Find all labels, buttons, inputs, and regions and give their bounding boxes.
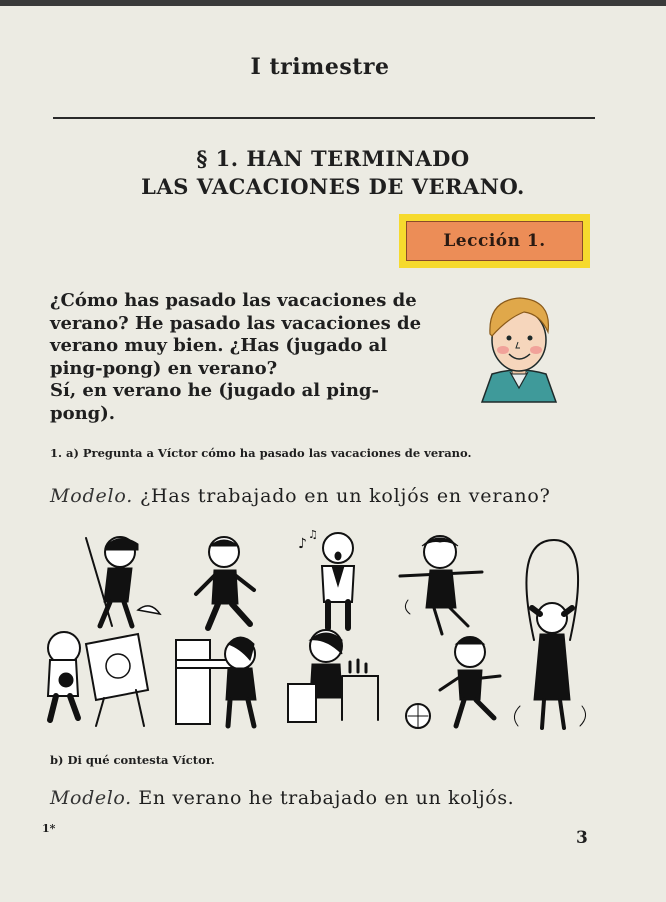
boy-portrait-illustration	[474, 292, 564, 404]
printer-signature-mark: 1*	[42, 822, 56, 835]
svg-text:♫: ♫	[308, 530, 318, 541]
lesson-label: Lección 1.	[406, 221, 583, 261]
dialog-line: ¿Cómo has pasado las vacaciones de	[50, 290, 417, 311]
model-sentence-text: ¿Has trabajado en un koljós en verano?	[139, 485, 551, 507]
page-top-edge	[0, 0, 666, 6]
walking-kid-figure	[196, 537, 254, 628]
chapter-title	[0, 145, 666, 201]
model-label: Modelo.	[50, 485, 134, 507]
svg-text:♪: ♪	[298, 536, 307, 552]
model-sentence-b	[50, 787, 514, 809]
dialog-line: pong).	[50, 402, 116, 424]
dialog-line: verano? He pasado las vacaciones de	[50, 312, 422, 334]
exercise-1b-instruction: b) Di qué contesta Víctor.	[50, 753, 215, 767]
dialog-line: ping-pong) en verano?	[50, 357, 278, 379]
hiker-kid-figure	[86, 537, 160, 626]
chess-kid-figure	[288, 630, 378, 722]
jump-rope-girl-figure	[514, 540, 585, 728]
chapter-title-line-1: § 1. HAN TERMINADO	[196, 146, 470, 171]
dancing-girl-figure	[400, 536, 482, 634]
singing-kid-figure	[298, 530, 354, 628]
footballer-kid-figure	[406, 637, 500, 728]
model-label: Modelo.	[50, 787, 132, 809]
activities-illustration	[42, 530, 598, 740]
trimester-heading: I trimestre	[250, 54, 390, 80]
model-sentence-text: En verano he trabajado en un koljós.	[138, 787, 515, 809]
lesson-badge	[399, 214, 590, 268]
chapter-title-line-2: LAS VACACIONES DE VERANO.	[141, 174, 525, 199]
dialog-line: Sí, en verano he (jugado al ping-	[50, 380, 379, 401]
header-divider	[53, 117, 595, 119]
pianist-kid-figure	[176, 637, 256, 726]
model-sentence-a	[50, 485, 590, 507]
dialog-line: verano muy bien. ¿Has (jugado al	[50, 335, 388, 356]
exercise-1a-instruction: 1. a) Pregunta a Víctor cómo ha pasado las vacaciones de verano.	[50, 446, 472, 460]
painter-kid-figure	[48, 632, 148, 726]
dialog-text	[50, 290, 430, 425]
page-number: 3	[576, 828, 588, 848]
